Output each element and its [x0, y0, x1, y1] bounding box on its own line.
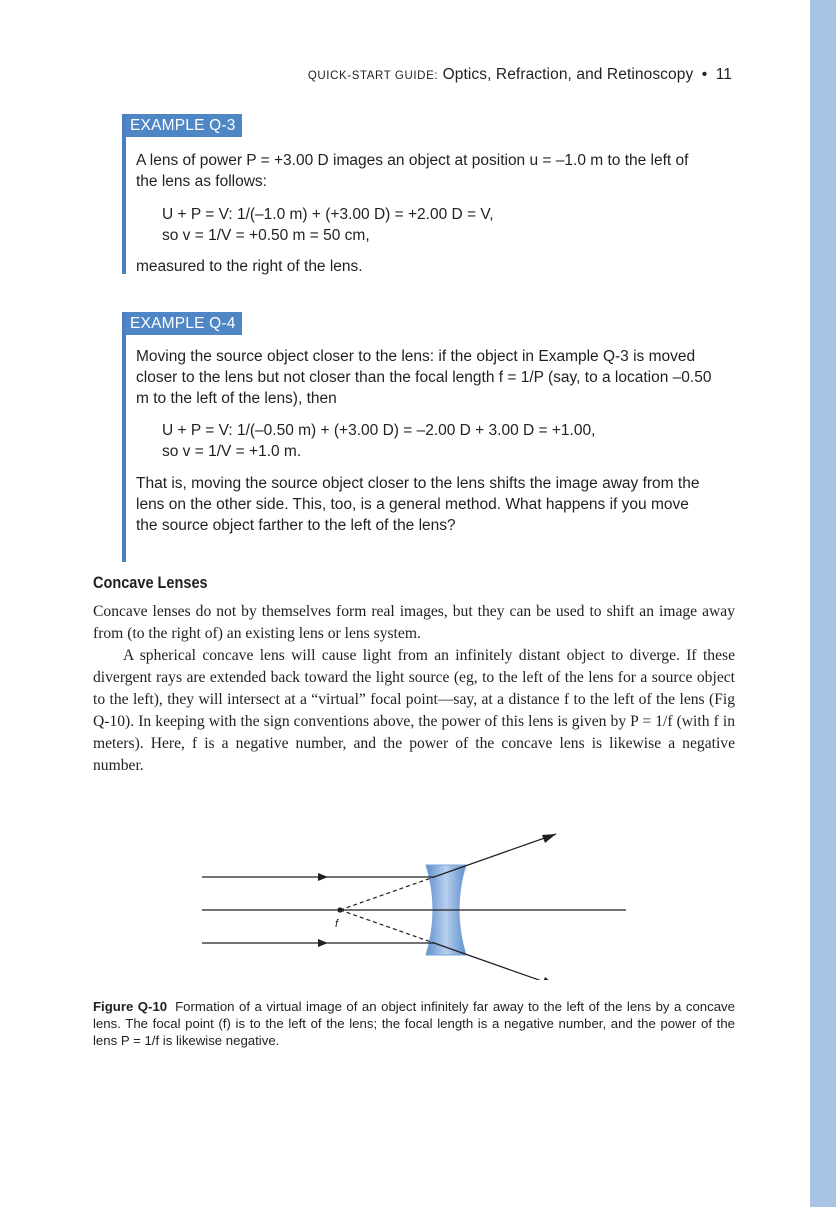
caption-label: Figure Q-10 [93, 999, 168, 1014]
example-q3-intro: A lens of power P = +3.00 D images an object at position u = –1.0 m to the left of the lens as follows: [136, 152, 689, 190]
example-q4-equation [136, 420, 714, 462]
example-q3-eq-line1: U + P = V: 1/(–1.0 m) + (+3.00 D) = +2.00 D = V, [162, 206, 494, 223]
ray-arrowhead-diverge-bottom [542, 977, 556, 980]
example-q4-eq-line2: so v = 1/V = +1.0 m. [162, 443, 302, 460]
ray-arrowhead-bottom [318, 939, 328, 947]
page-number: 11 [715, 66, 732, 83]
body-paragraph-1: Concave lenses do not by themselves form real images, but they can be used to shift an image away from (to the right of) an existing lens or lens system. [93, 603, 735, 642]
section-heading: Concave Lenses [93, 574, 208, 592]
example-q3-equation [136, 204, 714, 246]
header-bullet: • [701, 66, 708, 83]
caption-text: Formation of a virtual image of an object infinitely far away to the left of the lens by a concave lens. The focal point (f) is to the left of the lens; the focal length is a negative number, and the power of the lens P = 1/f is likewise negative. [93, 999, 735, 1048]
guide-label: QUICK-START GUIDE: [307, 70, 439, 82]
figure-caption [93, 998, 735, 1049]
chapter-side-tab [810, 0, 836, 1207]
virtual-ray-top [340, 877, 434, 910]
ray-arrowhead-top [318, 873, 328, 881]
ray-arrowhead-diverge-top [542, 834, 556, 843]
body-paragraph-2: A spherical concave lens will cause light from an infinitely distant object to diverge. If these divergent rays are extended back toward the light source (eg, to the left of the lens for a source object to the left), they will intersect at a “virtual” focal point—say, at a distance f to the left of the lens (Fig Q-10). In keeping with the sign conventions above, the power of this lens is given by P = 1/f (with f in meters). Here, f is a negative number, and the power of the concave lens is likewise a negative number. [93, 647, 735, 774]
focal-point [337, 907, 342, 912]
example-q3-outro: measured to the right of the lens. [136, 258, 363, 275]
chapter-title: Optics, Refraction, and Retinoscopy [442, 66, 694, 83]
focal-point-label: f [335, 918, 339, 930]
example-q4-eq-line1: U + P = V: 1/(–0.50 m) + (+3.00 D) = –2.00 D + 3.00 D = +1.00, [162, 422, 596, 439]
concave-lens-diagram [190, 820, 640, 980]
example-q4-intro: Moving the source object closer to the lens: if the object in Example Q-3 is moved closer to the lens but not closer than the focal length f = 1/P (say, to a location –0.50 m to the left of the lens), then [136, 348, 712, 407]
example-q3-box [122, 114, 714, 274]
example-q4-outro: That is, moving the source object closer to the lens shifts the image away from the lens on the other side. This, too, is a general method. What happens if you move the source object farther to the left of the lens? [136, 475, 700, 534]
example-q3-eq-line2: so v = 1/V = +0.50 m = 50 cm, [162, 227, 370, 244]
diverging-ray-top [434, 834, 556, 877]
example-q4-box [122, 312, 714, 562]
example-q3-label: EXAMPLE Q-3 [126, 114, 242, 137]
example-q4-label: EXAMPLE Q-4 [126, 312, 242, 335]
virtual-ray-bottom [340, 910, 434, 943]
running-header [90, 66, 732, 84]
